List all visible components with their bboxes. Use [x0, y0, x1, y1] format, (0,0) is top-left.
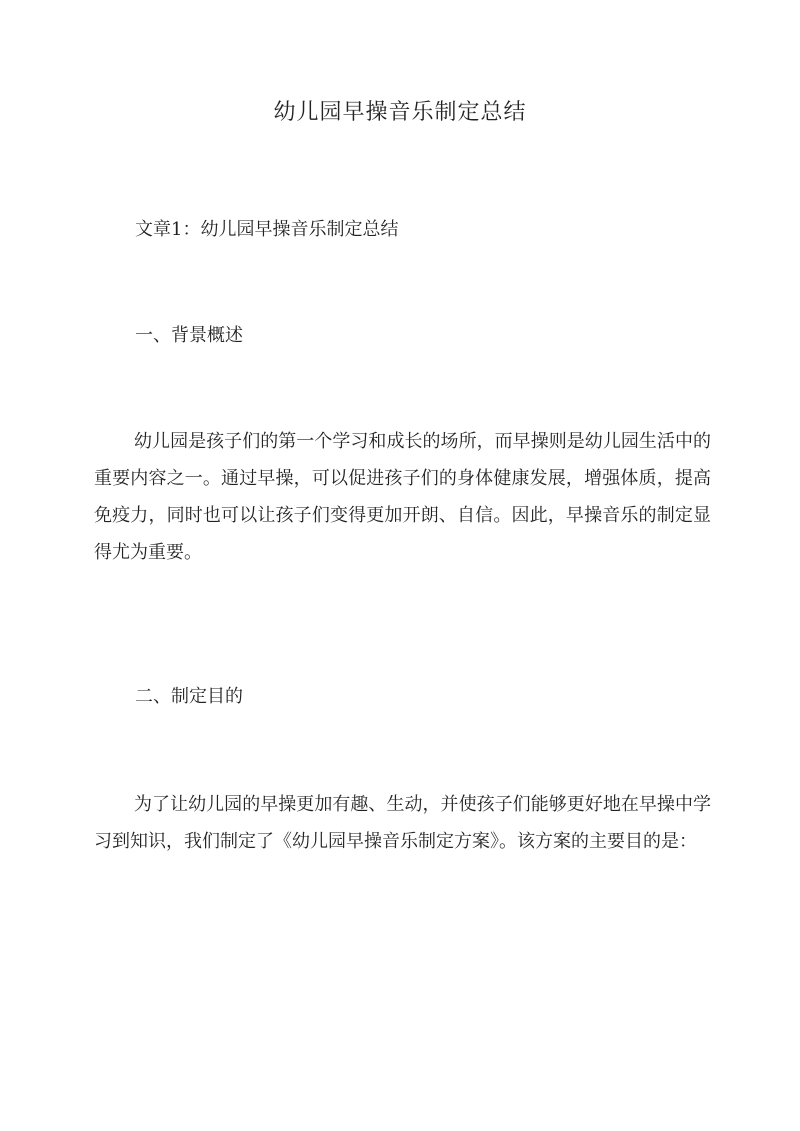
section-heading-purpose: 二、制定目的 [135, 686, 243, 707]
document-title: 幼儿园早操音乐制定总结 [273, 100, 527, 125]
section-body-purpose: 为了让幼儿园的早操更加有趣、生动，并使孩子们能够更好地在早操中学习到知识，我们制定了《幼儿园早操音乐制定方案》。该方案的主要目的是： [94, 794, 711, 852]
section-body-background: 幼儿园是孩子们的第一个学习和成长的场所，而早操则是幼儿园生活中的重要内容之一。通过早操，可以促进孩子们的身体健康发展，增强体质，提高免疫力，同时也可以让孩子们变得更加开朗、自信。因此，早操音乐的制定显得尤为重要。 [94, 431, 711, 563]
article-label: 文章1：幼儿园早操音乐制定总结 [135, 219, 399, 240]
section-heading-background: 一、背景概述 [135, 325, 243, 346]
